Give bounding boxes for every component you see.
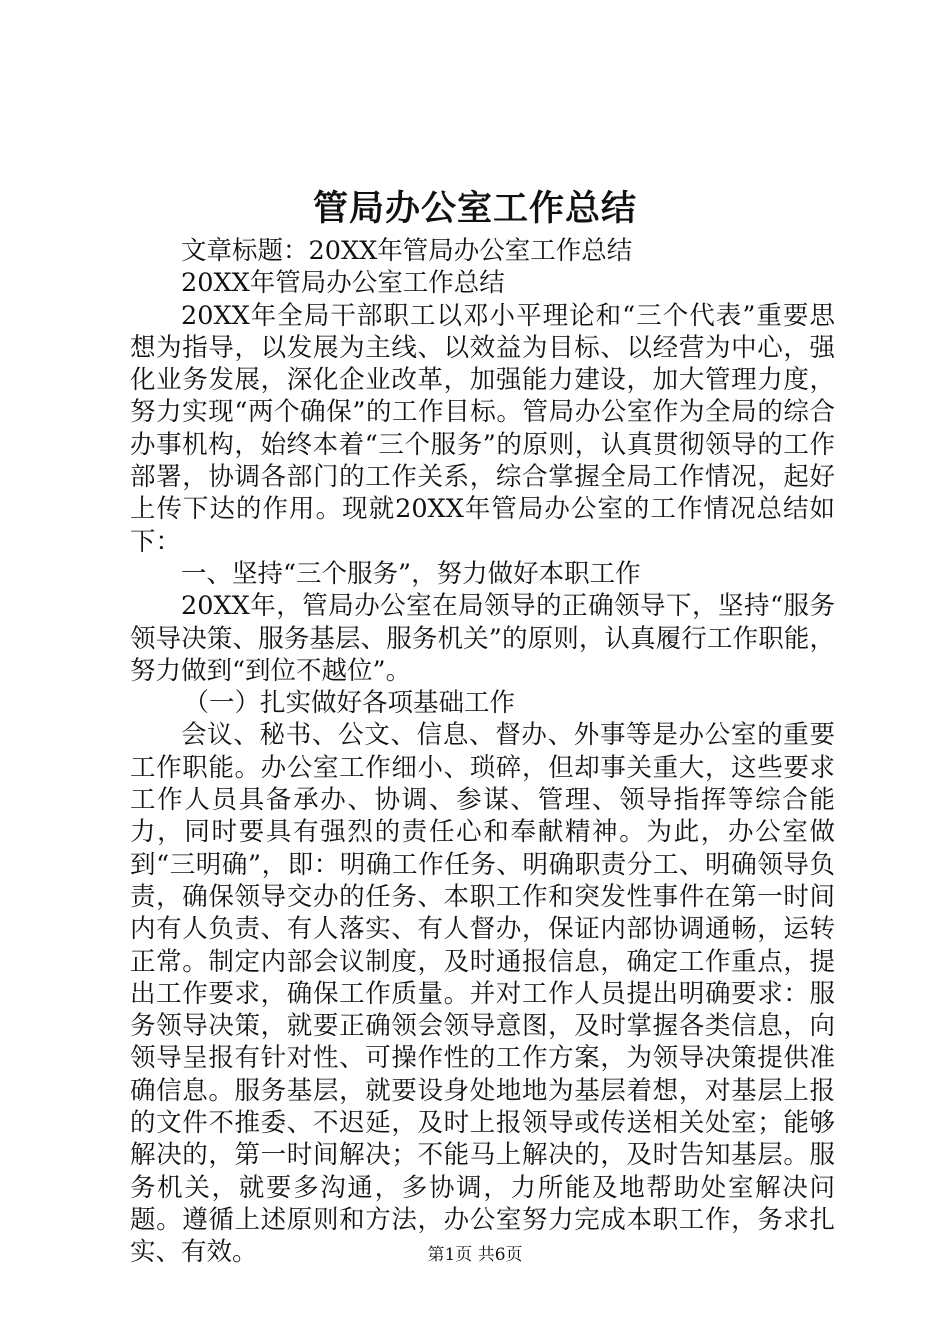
- subtitle-line: 20XX年管局办公室工作总结: [181, 268, 505, 299]
- page-number-footer: 第1页 共6页: [427, 1245, 523, 1265]
- subsection-heading-1: （一）扎实做好各项基础工作: [183, 688, 516, 719]
- document-title: 管局办公室工作总结: [312, 188, 637, 229]
- section-paragraph-1: 20XX年，管局办公室在局领导的正确领导下，坚持“服务领导决策、服务基层、服务机关”的原则，认真履行工作职能，努力做到“到位不越位”。: [130, 591, 835, 686]
- subsection-paragraph-1: 会议、秘书、公文、信息、督办、外事等是办公室的重要工作职能。办公室工作细小、琐碎，但却事关重大，这些要求工作人员具备承办、协调、参谋、管理、领导指挥等综合能力，同时要具有强烈的责任心和奉献精神。为此，办公室做到“三明确”，即：明确工作任务、明确职责分工、明确领导负责，确保领导交办的任务、本职工作和突发性事件在第一时间内有人负责、有人落实、有人督办，保证内部协调通畅，运转正常。制定内部会议制度，及时通报信息，确定工作重点，提出工作要求，确保工作质量。并对工作人员提出明确要求：服务领导决策，就要正确领会领导意图，及时掌握各类信息，向领导呈报有针对性、可操作性的工作方案，为领导决策提供准确信息。服务基层，就要设身处地地为基层着想，对基层上报的文件不推委、不迟延，及时上报领导或传送相关处室；能够解决的，第一时间解决；不能马上解决的，及时告知基层。服务机关，就要多沟通，多协调，力所能及地帮助处室解决问题。遵循上述原则和方法，办公室努力完成本职工作，务求扎实、有效。: [130, 720, 835, 1268]
- section-heading-1: 一、坚持“三个服务”，努力做好本职工作: [181, 558, 641, 589]
- article-title-line: 文章标题：20XX年管局办公室工作总结: [181, 236, 633, 266]
- intro-paragraph: 20XX年全局干部职工以邓小平理论和“三个代表”重要思想为指导，以发展为主线、以效益为目标、以经营为中心，强化业务发展，深化企业改革，加强能力建设，加大管理力度，努力实现“两个确保”的工作目标。管局办公室作为全局的综合办事机构，始终本着“三个服务”的原则，认真贯彻领导的工作部署，协调各部门的工作关系，综合掌握全局工作情况，起好上传下达的作用。现就20XX年管局办公室的工作情况总结如下：: [130, 300, 835, 557]
- document-body: [130, 235, 835, 1269]
